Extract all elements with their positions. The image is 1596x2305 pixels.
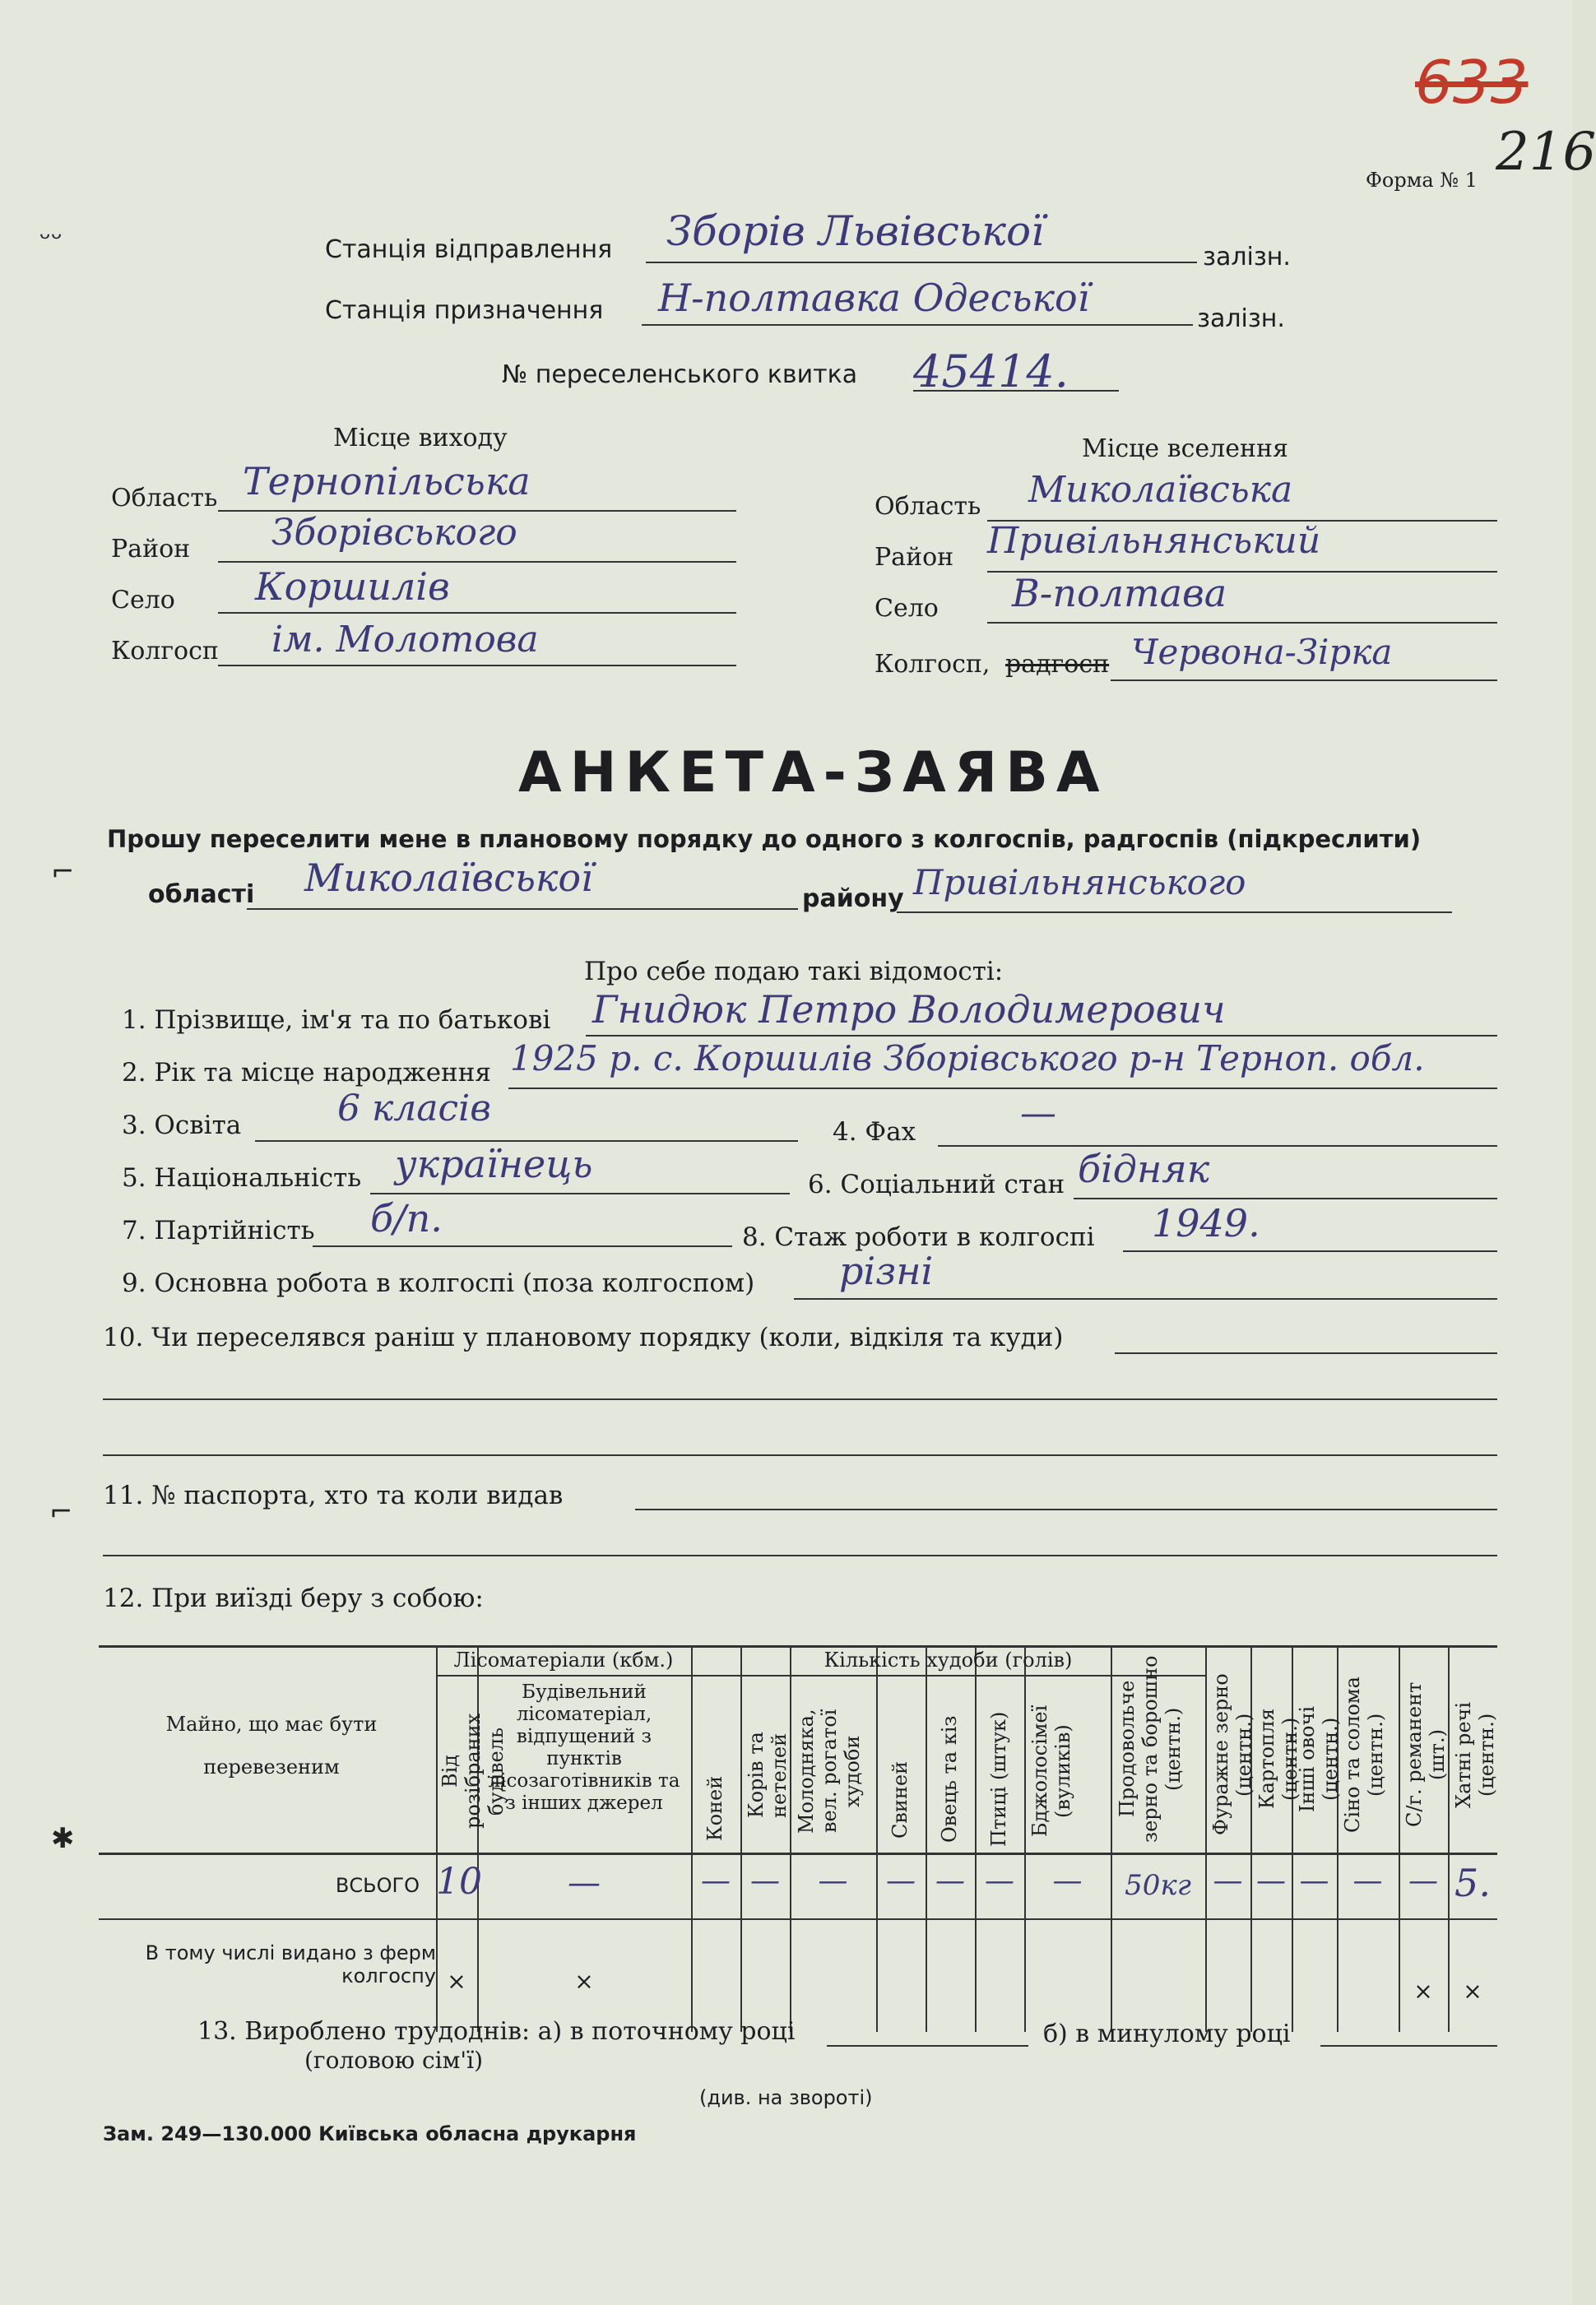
destination-line: [642, 324, 1193, 326]
margin-mark: ✱: [51, 1822, 75, 1855]
dest-selo-value: В-полтава: [1012, 571, 1227, 615]
q5-value: українець: [395, 1142, 593, 1186]
dest-raion-value: Привільнянський: [987, 520, 1321, 562]
property-table: [99, 1645, 1497, 2032]
col-sheep: Овець та кіз: [938, 1715, 961, 1844]
total-home: 5.: [1454, 1861, 1491, 1905]
form-title: АНКЕТА-ЗАЯВА: [518, 740, 1108, 805]
col-potato: Картопля (центн.): [1255, 1708, 1301, 1810]
issued-mark-tools: ×: [1413, 1978, 1433, 2005]
q1-label: 1. Прізвище, ім'я та по батькові: [122, 1005, 551, 1035]
issued-mark-wood1: ×: [447, 1968, 466, 1995]
destination-label: Станція призначення: [325, 296, 604, 325]
q2-value: 1925 р. с. Коршилів Зборівського р-н Терноп. обл.: [510, 1038, 1425, 1078]
ticket-value: 45414.: [913, 346, 1069, 397]
total-young: —: [818, 1864, 848, 1898]
group-rule: [436, 1675, 1205, 1677]
total-cows: —: [750, 1864, 780, 1898]
q10-line-2: [103, 1398, 1497, 1400]
form-number: Форма № 1: [1366, 169, 1478, 192]
origin-raion-label: Район: [111, 535, 191, 563]
dest-kolhosp-label: Колгосп,: [875, 650, 991, 679]
origin-kolhosp-value: ім. Молотова: [271, 619, 539, 661]
col-divider: [926, 1645, 927, 2032]
origin-kolhosp-label: Колгосп: [111, 637, 219, 666]
group-cattle-header: Кількість худоби (голів): [824, 1649, 1073, 1672]
q9-line: [794, 1298, 1497, 1300]
ticket-label: № переселенського квитка: [502, 360, 858, 389]
dest-title: Місце вселення: [1082, 434, 1288, 463]
origin-selo-label: Село: [111, 586, 175, 615]
col-divider: [1292, 1645, 1293, 2032]
total-grain: 50кг: [1125, 1869, 1191, 1902]
q11-line-2: [103, 1555, 1497, 1556]
dest-oblast-label: Область: [875, 492, 981, 521]
origin-selo-line: [218, 612, 736, 614]
col-hay: Сіно та солома (центн.): [1341, 1677, 1387, 1833]
q4-value: —: [1020, 1092, 1056, 1134]
total-hay: —: [1352, 1864, 1383, 1898]
origin-oblast-label: Область: [111, 484, 218, 512]
col-divider: [740, 1645, 742, 2032]
q11-line-1: [635, 1509, 1497, 1510]
total-horses: —: [701, 1864, 731, 1898]
dest-selo-label: Село: [875, 594, 939, 623]
q9-value: різні: [839, 1249, 934, 1293]
departure-suffix: залізн.: [1203, 243, 1291, 271]
q10-label: 10. Чи переселявся раніш у плановому порядку (коли, відкіля та куди): [103, 1323, 1064, 1352]
intro-text: Про себе подаю такі відомості:: [584, 957, 1004, 986]
col-fodder: Фуражне зерно (центн.): [1209, 1673, 1255, 1836]
col-divider: [691, 1645, 693, 2032]
q3-label: 3. Освіта: [122, 1111, 242, 1140]
col-divider: [1111, 1645, 1112, 2032]
q6-label: 6. Соціальний стан: [808, 1170, 1065, 1199]
col-veg: Інші овочі (центн.): [1296, 1705, 1342, 1812]
q12-label: 12. При виїзді беру з собою:: [103, 1584, 484, 1613]
q6-value: бідняк: [1078, 1147, 1210, 1191]
q13-label: 13. Вироблено трудоднів: а) в поточному році: [197, 2017, 796, 2046]
total-birds: —: [985, 1864, 1014, 1898]
margin-mark: ᵕᵕ: [39, 222, 63, 255]
total-bees: —: [1052, 1864, 1083, 1898]
oblast-label: області: [148, 880, 255, 909]
table-top-rule: [99, 1645, 1497, 1648]
col-divider: [1024, 1645, 1026, 2032]
q13-line-a: [827, 2045, 1028, 2047]
q4-line: [938, 1145, 1497, 1147]
col-divider: [1399, 1645, 1400, 2032]
col-bees: Бджолосімеї (вуликів): [1028, 1704, 1074, 1838]
q9-label: 9. Основна робота в колгоспі (поза колгоспом): [122, 1268, 755, 1298]
col-cows: Корів та нетелей: [745, 1732, 791, 1819]
q5-label: 5. Національність: [122, 1163, 362, 1193]
raion-line: [897, 911, 1452, 913]
margin-mark: ⌐: [49, 1496, 73, 1528]
q1-line: [586, 1035, 1497, 1037]
dest-selo-line: [987, 622, 1497, 624]
origin-title: Місце виходу: [333, 424, 508, 452]
row-total-label: ВСЬОГО: [335, 1874, 420, 1897]
col-wood1: Від розібраних будівель: [438, 1713, 508, 1830]
total-tools: —: [1408, 1864, 1438, 1898]
total-fodder: —: [1213, 1864, 1243, 1898]
table-total-rule: [99, 1918, 1497, 1920]
col-home: Хатні речі (центн.): [1452, 1701, 1498, 1808]
q11-label: 11. № паспорта, хто та коли видав: [103, 1481, 564, 1510]
dest-raion-label: Район: [875, 543, 954, 572]
archive-number-red: 633: [1415, 48, 1529, 117]
q2-line: [508, 1088, 1497, 1089]
printer-line: Зам. 249—130.000 Київська обласна друкарня: [103, 2122, 637, 2145]
total-sheep: —: [935, 1864, 965, 1898]
col-divider: [1250, 1645, 1252, 2032]
q10-line-1: [1115, 1352, 1497, 1354]
issued-mark-home: ×: [1463, 1978, 1482, 2005]
col-divider: [876, 1645, 878, 2032]
col-pigs: Свиней: [888, 1760, 912, 1839]
col-young: Молодняка, вел. рогатої худоби: [795, 1709, 864, 1834]
raion-value: Привільнянського: [913, 862, 1246, 902]
q13-b-label: б) в минулому році: [1043, 2020, 1291, 2048]
q7-value: б/п.: [370, 1196, 443, 1241]
total-pigs: —: [886, 1864, 916, 1898]
col-main-header: Майно, що має бути перевезеним: [165, 1713, 378, 1779]
q8-value: 1949.: [1152, 1201, 1260, 1245]
q13-line-b: [1320, 2045, 1497, 2047]
oblast-line: [247, 908, 798, 910]
q8-label: 8. Стаж роботи в колгоспі: [742, 1222, 1095, 1252]
dest-kolhosp-value: Червона-Зірка: [1131, 632, 1393, 672]
q8-line: [1123, 1250, 1497, 1252]
q3-value: 6 класів: [337, 1088, 491, 1129]
total-veg: —: [1299, 1864, 1329, 1898]
request-line: Прошу переселити мене в плановому порядку до одного з колгоспів, радгоспів (підкреслити): [107, 825, 1422, 853]
origin-selo-value: Коршилів: [255, 564, 450, 609]
col-birds: Птиці (штук): [987, 1711, 1010, 1848]
archive-number: 216: [1496, 122, 1596, 183]
col-divider: [1205, 1645, 1207, 2032]
total-potato: —: [1256, 1864, 1286, 1898]
oblast-value: Миколаївської: [304, 856, 593, 900]
q4-label: 4. Фах: [833, 1117, 916, 1147]
col-divider: [975, 1645, 977, 2032]
turn-over-note: (див. на звороті): [699, 2086, 873, 2109]
q10-line-3: [103, 1454, 1497, 1456]
q1-value: Гнидюк Петро Володимерович: [592, 987, 1226, 1032]
raion-label: району: [802, 884, 904, 913]
dest-kolhosp-line: [1111, 679, 1497, 681]
group-wood-header: Лісоматеріали (кбм.): [453, 1649, 674, 1672]
col-divider: [1337, 1645, 1339, 2032]
departure-line: [646, 262, 1197, 263]
dest-oblast-value: Миколаївська: [1028, 469, 1293, 511]
q7-line: [313, 1245, 732, 1247]
origin-raion-value: Зборівського: [271, 512, 517, 554]
origin-raion-line: [218, 561, 736, 563]
origin-kolhosp-line: [218, 665, 736, 666]
destination-value: Н-полтавка Одеської: [658, 276, 1090, 320]
table-header-rule: [99, 1853, 1497, 1855]
col-grain: Продовольче зерно та борошно (центн.): [1116, 1655, 1185, 1843]
total-wood1: 10: [436, 1861, 482, 1903]
q6-line: [1074, 1198, 1497, 1199]
dest-radhosp-struck: радгосп: [1005, 650, 1110, 679]
col-divider: [1448, 1645, 1450, 2032]
q7-label: 7. Партійність: [122, 1216, 315, 1245]
row-issued-label: В тому числі видано з ферм колгоспу: [145, 1941, 436, 1987]
departure-label: Станція відправлення: [325, 235, 613, 264]
col-tools: С/г. реманент (шт.): [1403, 1681, 1449, 1828]
issued-mark-wood2: ×: [574, 1968, 594, 1995]
margin-mark: ⌐: [51, 856, 75, 888]
q13-sub: (головою сім'ї): [304, 2047, 483, 2074]
destination-suffix: залізн.: [1197, 304, 1285, 333]
col-wood2: Будівельний лісоматеріал, відпущений з пунктів лісозаготівників та з інших джерел: [488, 1681, 680, 1814]
departure-value: Зборів Львівської: [666, 207, 1045, 255]
total-wood2: —: [568, 1864, 601, 1902]
origin-oblast-value: Тернопільська: [243, 459, 531, 503]
col-divider: [790, 1645, 791, 2032]
q2-label: 2. Рік та місце народження: [122, 1058, 491, 1088]
q5-line: [370, 1193, 790, 1194]
col-horses: Коней: [703, 1775, 726, 1841]
